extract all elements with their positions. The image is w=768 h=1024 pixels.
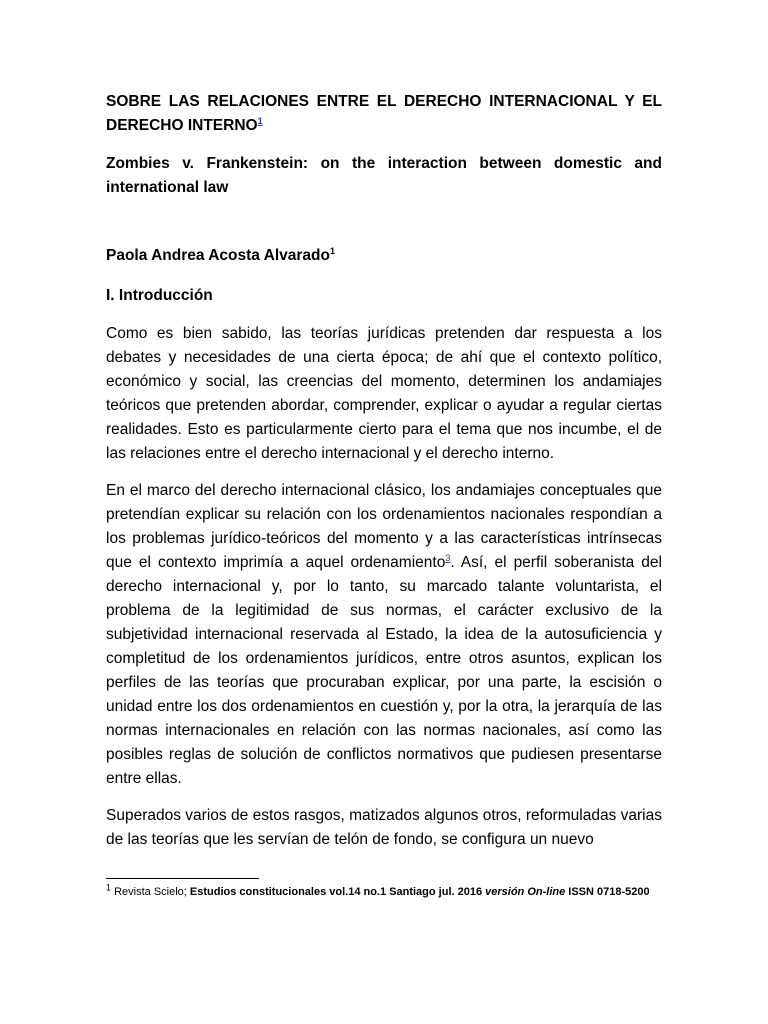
document-subtitle: Zombies v. Frankenstein: on the interaction between domestic and international law <box>106 155 662 196</box>
document-title <box>106 90 662 138</box>
footnote-journal: Estudios constitucionales vol.14 no.1 Santiago jul. 2016 <box>189 886 486 898</box>
footnote-separator <box>106 878 259 879</box>
paragraph-2-text-b: . Así, el perfil soberanista del derecho internacional y, por lo tanto, su marcado talante voluntarista, el problema de la legitimidad de sus normas, el carácter exclusivo de la subjetividad internacional reservada al Estado, la idea de la autosuficiencia y completitud de los ordenamientos jurídicos, entre otros asuntos, explican los perfiles de las teorías que procuraban explicar, por una parte, la escisión o unidad entre los dos ordenamientos en cuestión y, por la otra, la jerarquía de las normas internacionales en relación con las normas nacionales, así como las posibles reglas de solución de conflictos normativos que pudiesen presentarse entre ellas. <box>106 554 662 787</box>
title-footnote-link[interactable]: 1 <box>257 115 263 126</box>
author-name <box>106 244 662 268</box>
paragraph-2-footnote-link[interactable]: 3 <box>445 552 451 563</box>
footnote-marker: 1 <box>106 882 112 893</box>
paragraph-3: Superados varios de estos rasgos, matizados algunos otros, reformuladas varias de las teorías que les servían de telón de fondo, se configura un nuevo <box>106 807 662 848</box>
author-footnote-marker: 1 <box>329 245 335 256</box>
footnote-issn: ISSN 0718-5200 <box>565 886 650 898</box>
paragraph-1: Como es bien sabido, las teorías jurídicas pretenden dar respuesta a los debates y necesidades de una cierta época; de ahí que el contexto político, económico y social, las creencias del momento, determinen los andamiajes teóricos que pretenden abordar, comprender, explicar o ayudar a regular ciertas realidades. Esto es particularmente cierto para el tema que nos incumbe, el de las relaciones entre el derecho internacional y el derecho interno. <box>106 325 662 462</box>
paragraph-2 <box>106 479 662 791</box>
footnote-source: Revista Scielo; <box>114 886 190 898</box>
section-heading: I. Introducción <box>106 287 213 304</box>
author-text: Paola Andrea Acosta Alvarado <box>106 247 330 264</box>
footnote-version: versión On-line <box>485 886 566 898</box>
footnote <box>106 884 666 900</box>
paragraph-2-text-a: En el marco del derecho internacional clásico, los andamiajes conceptuales que pretendían explicar su relación con los ordenamientos nacionales respondían a los problemas jurídico-teóricos del momento y a las características intrínsecas que el contexto imprimía a aquel ordenamiento <box>106 482 662 571</box>
title-text: SOBRE LAS RELACIONES ENTRE EL DERECHO INTERNACIONAL Y EL DERECHO INTERNO <box>106 93 662 134</box>
